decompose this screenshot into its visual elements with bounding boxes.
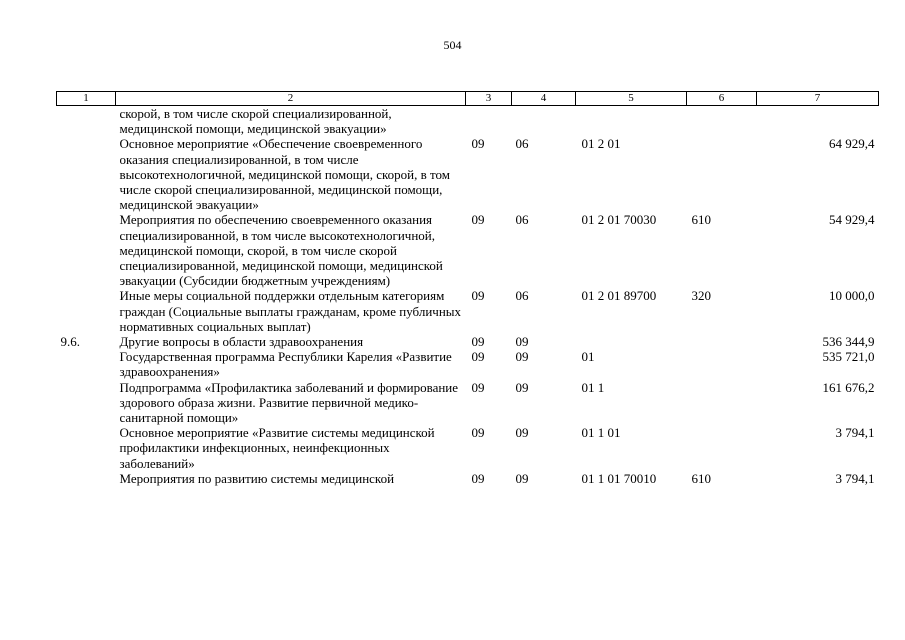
row-name: Подпрограмма «Профилактика заболеваний и формирование здорового образа жизни. Развитие первичной медико-санитарной помощи» bbox=[119, 379, 459, 426]
table-row bbox=[57, 212, 879, 288]
row-number bbox=[57, 425, 116, 471]
row-target-article bbox=[576, 334, 687, 349]
table-header bbox=[57, 92, 879, 106]
budget-table bbox=[56, 91, 879, 486]
table-row bbox=[57, 334, 879, 349]
row-target-article: 01 2 01 89700 bbox=[581, 288, 657, 304]
row-amount bbox=[757, 106, 879, 137]
column-header: 5 bbox=[576, 92, 687, 106]
row-amount: 535 721,0 bbox=[822, 349, 875, 365]
row-subsection: 06 bbox=[515, 136, 529, 152]
row-expense-type bbox=[687, 380, 757, 426]
table-row bbox=[57, 106, 879, 137]
row-expense-type bbox=[687, 425, 757, 471]
row-amount: 3 794,1 bbox=[835, 470, 875, 486]
row-amount: 54 929,4 bbox=[829, 212, 875, 228]
row-number bbox=[57, 212, 116, 288]
row-section: 09 bbox=[471, 288, 485, 304]
row-number bbox=[57, 349, 116, 379]
table-row bbox=[57, 471, 879, 486]
row-target-article: 01 1 01 70010 bbox=[581, 470, 657, 486]
row-subsection: 06 bbox=[515, 212, 529, 228]
row-amount: 10 000,0 bbox=[829, 288, 875, 304]
table-body bbox=[57, 106, 879, 487]
row-section: 09 bbox=[471, 379, 485, 395]
row-name: Государственная программа Республики Карелия «Развитие здравоохранения» bbox=[119, 349, 452, 380]
row-name: Мероприятия по обеспечению своевременного оказания специализированной, в том числе высокотехнологичной, медицинской помощи, скорой, в том числе скорой специализированной, медицинской помощи, медицинской эвакуации (Субсидии бюджетным учреждениям) bbox=[119, 212, 443, 289]
table-row bbox=[57, 380, 879, 426]
column-header: 4 bbox=[512, 92, 576, 106]
header-row bbox=[57, 92, 879, 106]
row-section: 09 bbox=[471, 349, 485, 365]
row-section: 09 bbox=[471, 136, 485, 152]
table-row bbox=[57, 136, 879, 212]
row-section: 09 bbox=[471, 425, 485, 441]
row-amount: 161 676,2 bbox=[822, 379, 875, 395]
row-amount: 3 794,1 bbox=[835, 425, 875, 441]
row-amount: 64 929,4 bbox=[829, 136, 875, 152]
row-number bbox=[57, 136, 116, 212]
row-section: 09 bbox=[471, 212, 485, 228]
row-expense-type: 320 bbox=[691, 288, 711, 304]
row-name: Основное мероприятие «Развитие системы медицинской профилактики инфекционных, неинфекционных заболеваний» bbox=[119, 425, 435, 471]
row-expense-type bbox=[687, 334, 757, 349]
row-subsection: 09 bbox=[515, 379, 529, 395]
column-header: 1 bbox=[57, 92, 116, 106]
row-number bbox=[57, 288, 116, 334]
row-subsection: 09 bbox=[515, 470, 529, 486]
row-subsection: 09 bbox=[515, 425, 529, 441]
row-name: Другие вопросы в области здравоохранения bbox=[119, 334, 364, 350]
row-subsection: 06 bbox=[515, 288, 529, 304]
row-number bbox=[57, 471, 116, 486]
column-header: 6 bbox=[687, 92, 757, 106]
row-subsection bbox=[512, 106, 576, 137]
table-row bbox=[57, 349, 879, 379]
row-target-article bbox=[576, 106, 687, 137]
row-number: 9.6. bbox=[60, 334, 80, 350]
row-expense-type bbox=[687, 106, 757, 137]
column-header: 2 bbox=[116, 92, 466, 106]
row-expense-type: 610 bbox=[691, 212, 711, 228]
row-number bbox=[57, 380, 116, 426]
table-row bbox=[57, 425, 879, 471]
table-row bbox=[57, 288, 879, 334]
row-expense-type bbox=[687, 349, 757, 379]
row-name: Мероприятия по развитию системы медицинской bbox=[119, 470, 395, 486]
row-target-article: 01 1 bbox=[581, 379, 605, 395]
row-expense-type: 610 bbox=[691, 470, 711, 486]
row-target-article: 01 1 01 bbox=[581, 425, 621, 441]
row-section: 09 bbox=[471, 470, 485, 486]
row-subsection: 09 bbox=[515, 349, 529, 365]
row-target-article: 01 2 01 70030 bbox=[581, 212, 657, 228]
row-subsection: 09 bbox=[515, 334, 529, 350]
row-name: скорой, в том числе скорой специализированной, медицинской помощи, медицинской эвакуации» bbox=[119, 106, 392, 137]
page-number: 504 bbox=[443, 38, 462, 52]
row-name: Основное мероприятие «Обеспечение своевременного оказания специализированной, в том числе высокотехнологичной, медицинской помощи, скорой, в том числе скорой специализированной, медицинской помощи, медицинской эвакуации» bbox=[119, 136, 450, 213]
row-target-article: 01 bbox=[581, 349, 595, 365]
row-amount: 536 344,9 bbox=[822, 334, 875, 350]
row-section: 09 bbox=[471, 334, 485, 350]
row-target-article: 01 2 01 bbox=[581, 136, 621, 152]
row-expense-type bbox=[687, 136, 757, 212]
row-name: Иные меры социальной поддержки отдельным категориям граждан (Социальные выплаты гражданам, кроме публичных нормативных социальных выплат) bbox=[119, 288, 462, 334]
row-section bbox=[466, 106, 512, 137]
column-header: 7 bbox=[757, 92, 879, 106]
column-header: 3 bbox=[466, 92, 512, 106]
row-number bbox=[57, 106, 116, 137]
